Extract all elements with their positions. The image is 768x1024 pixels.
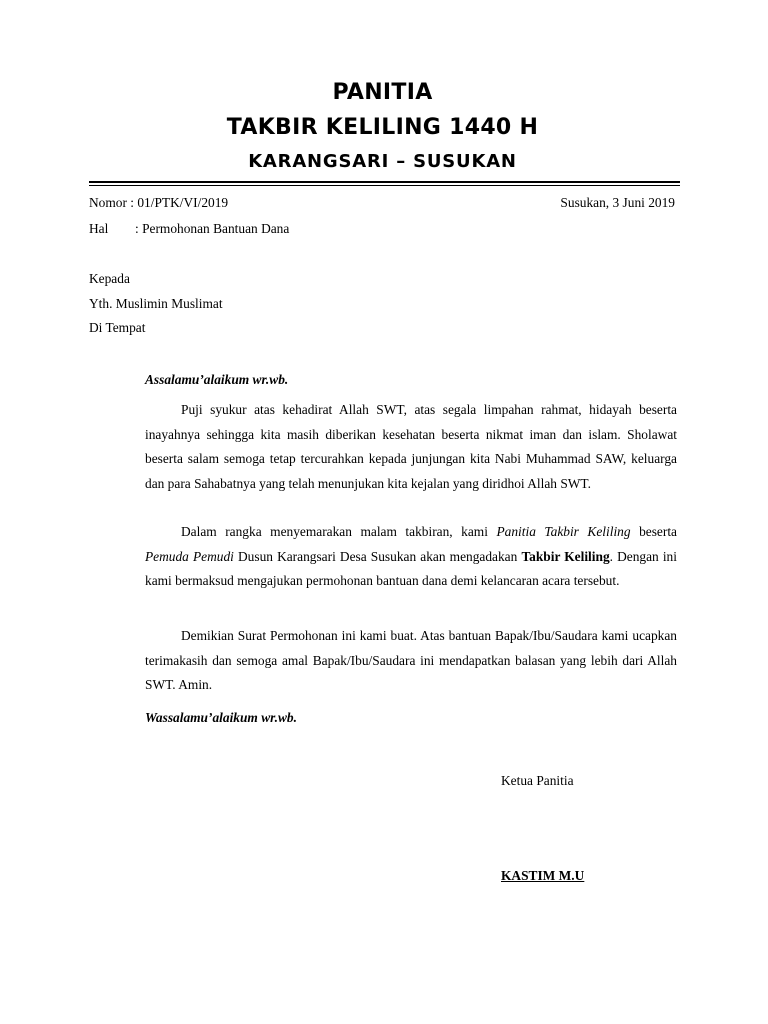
- paragraph-3: [145, 624, 677, 698]
- paragraph-2-italic-2: Pemuda Pemudi: [145, 548, 234, 564]
- subject-label: Hal: [89, 221, 109, 236]
- letterhead-event: TAKBIR KELILING 1440 H: [226, 115, 539, 140]
- closing: Wassalamu’alaikum wr.wb.: [145, 710, 297, 725]
- signature-name: KASTIM M.U: [501, 868, 585, 883]
- letter-date: Susukan, 3 Juni 2019: [560, 195, 675, 210]
- paragraph-2-text-3: Dusun Karangsari Desa Susukan akan mengadakan: [233, 548, 522, 564]
- paragraph-2-italic-1: Panitia Takbir Keliling: [496, 524, 631, 539]
- recipient-line-2: Yth. Muslimin Muslimat: [89, 296, 223, 311]
- header-divider-thick: [89, 181, 680, 183]
- letter-subject: [89, 221, 289, 237]
- paragraph-2-text-1: Dalam rangka menyemarakan malam takbiran, kami: [181, 524, 497, 539]
- signature-title: Ketua Panitia: [501, 773, 574, 788]
- paragraph-2-text-2: beserta: [630, 524, 677, 539]
- paragraph-3-text: Demikian Surat Permohonan ini kami buat. Atas bantuan Bapak/Ibu/Saudara kami ucapkan terimakasih dan semoga amal Bapak/Ibu/Saudara ini mendapatkan balasan yang lebih dari Allah SWT. Amin.: [145, 628, 677, 693]
- paragraph-2-text-4: . Dengan ini kami bermaksud mengajukan permohonan bantuan dana demi kelancaran acara tersebut.: [145, 548, 677, 589]
- letterhead: [89, 78, 676, 174]
- paragraph-2: [145, 520, 677, 594]
- paragraph-2-bold-1: Takbir Keliling: [521, 548, 610, 564]
- letterhead-location: KARANGSARI – SUSUKAN: [248, 151, 517, 172]
- recipient-line-3: Di Tempat: [89, 320, 146, 335]
- letterhead-title: PANITIA: [332, 80, 433, 105]
- paragraph-1: [145, 398, 677, 496]
- letter-number: Nomor : 01/PTK/VI/2019: [89, 195, 229, 210]
- paragraph-1-text: Puji syukur atas kehadirat Allah SWT, atas segala limpahan rahmat, hidayah beserta inayahnya sehingga kita masih diberikan kesehatan beserta nikmat iman dan islam. Sholawat beserta salam semoga tetap tercurahkan kepada junjungan kita Nabi Muhammad SAW, keluarga dan para Sahabatnya yang telah menunjukan kita kejalan yang diridhoi Allah SWT.: [145, 402, 677, 491]
- recipient-line-1: Kepada: [89, 271, 130, 286]
- header-divider-thin: [89, 185, 680, 186]
- subject-value: : Permohonan Bantuan Dana: [135, 221, 290, 236]
- salutation: Assalamu’alaikum wr.wb.: [145, 372, 289, 387]
